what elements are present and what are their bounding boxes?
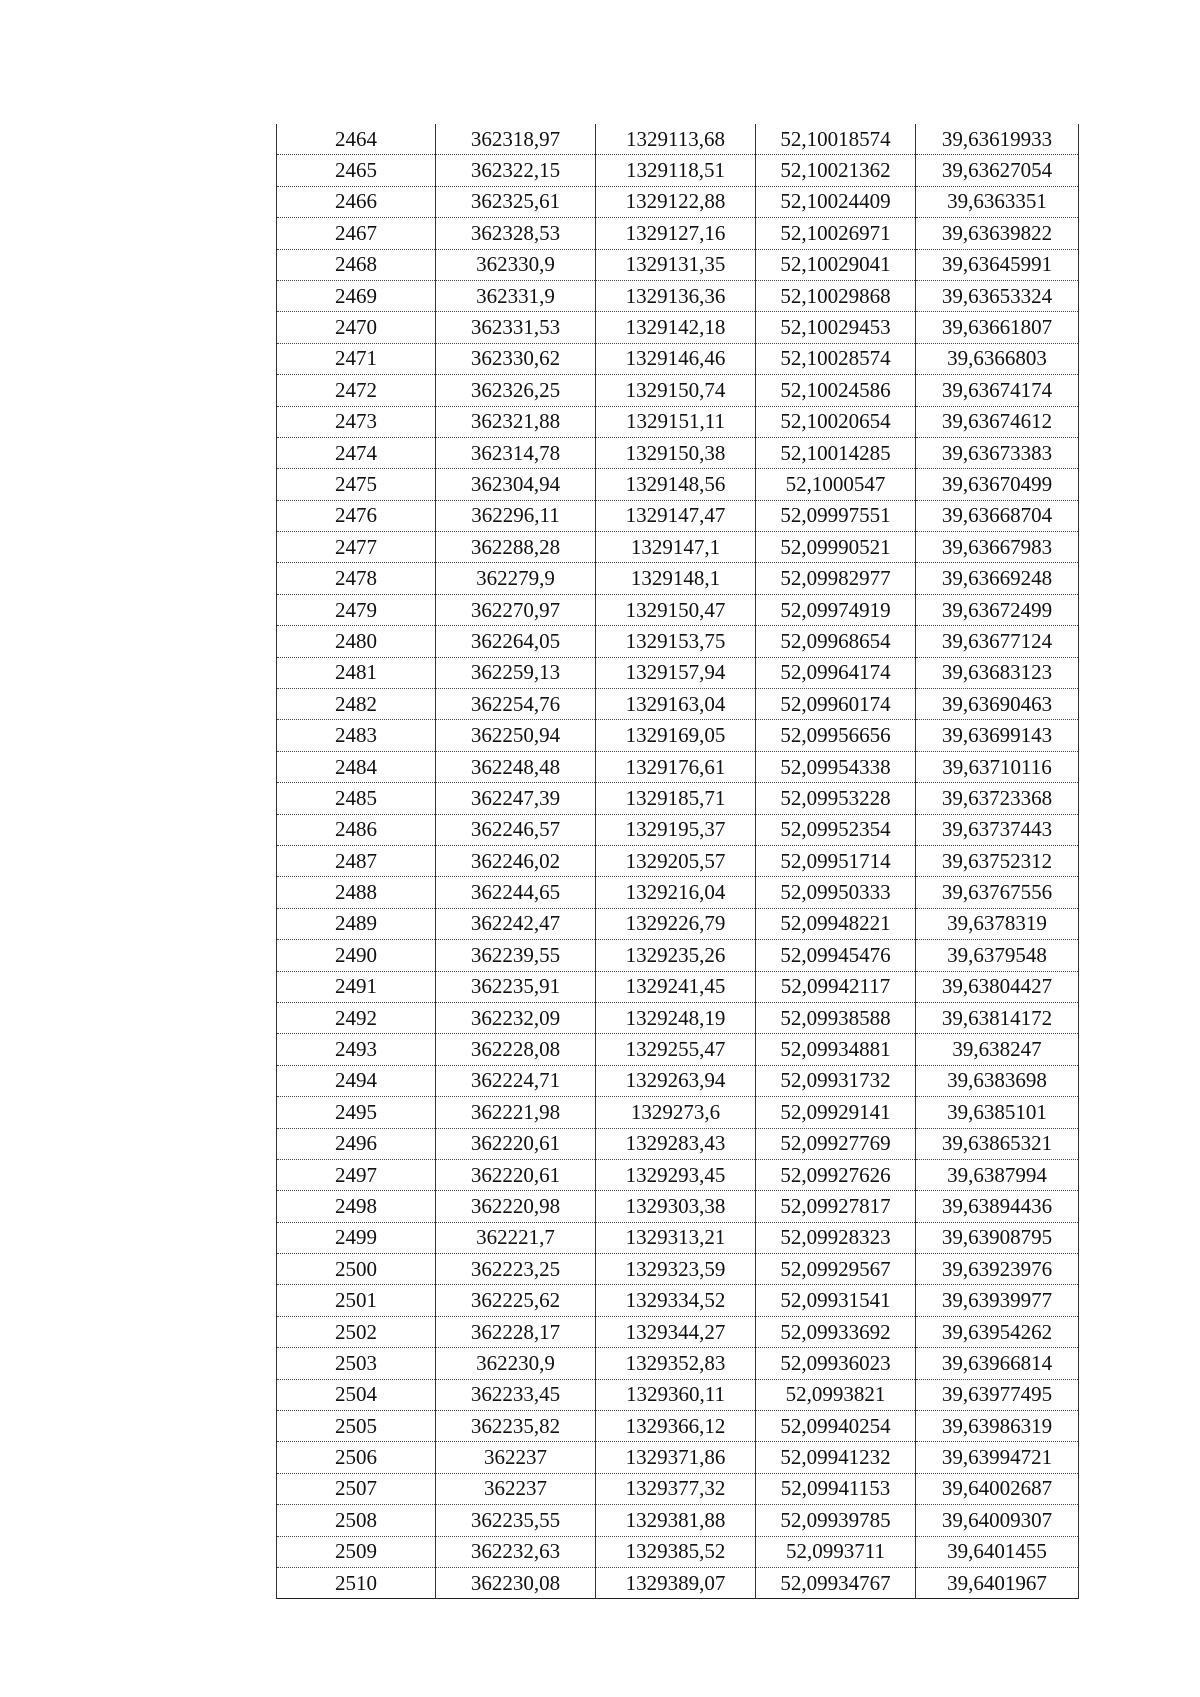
latitude-cell: 52,0993821 [756,1379,916,1410]
table-row [277,1567,1079,1598]
point-number-cell: 2500 [277,1254,436,1285]
y-coordinate-cell: 1329352,83 [596,1348,756,1379]
longitude-cell: 39,63752312 [916,845,1079,876]
y-coordinate-cell: 1329303,38 [596,1191,756,1222]
table-row [277,877,1079,908]
point-number-cell: 2505 [277,1411,436,1442]
y-coordinate-cell: 1329248,19 [596,1002,756,1033]
y-coordinate-cell: 1329366,12 [596,1411,756,1442]
x-coordinate-cell: 362246,02 [436,845,596,876]
longitude-cell: 39,63865321 [916,1128,1079,1159]
longitude-cell: 39,63804427 [916,971,1079,1002]
table-row [277,814,1079,845]
table-row [277,155,1079,186]
x-coordinate-cell: 362270,97 [436,594,596,625]
y-coordinate-cell: 1329150,38 [596,437,756,468]
point-number-cell: 2473 [277,406,436,437]
point-number-cell: 2486 [277,814,436,845]
longitude-cell: 39,64009307 [916,1505,1079,1536]
point-number-cell: 2501 [277,1285,436,1316]
x-coordinate-cell: 362223,25 [436,1254,596,1285]
y-coordinate-cell: 1329360,11 [596,1379,756,1410]
x-coordinate-cell: 362232,09 [436,1002,596,1033]
point-number-cell: 2508 [277,1505,436,1536]
x-coordinate-cell: 362328,53 [436,218,596,249]
x-coordinate-cell: 362233,45 [436,1379,596,1410]
latitude-cell: 52,09954338 [756,751,916,782]
point-number-cell: 2479 [277,594,436,625]
point-number-cell: 2472 [277,375,436,406]
longitude-cell: 39,63669248 [916,563,1079,594]
y-coordinate-cell: 1329147,47 [596,500,756,531]
point-number-cell: 2466 [277,186,436,217]
longitude-cell: 39,6383698 [916,1065,1079,1096]
table-row [277,594,1079,625]
x-coordinate-cell: 362318,97 [436,124,596,155]
longitude-cell: 39,63672499 [916,594,1079,625]
point-number-cell: 2478 [277,563,436,594]
x-coordinate-cell: 362279,9 [436,563,596,594]
y-coordinate-cell: 1329142,18 [596,312,756,343]
longitude-cell: 39,63673383 [916,437,1079,468]
longitude-cell: 39,63954262 [916,1316,1079,1347]
point-number-cell: 2484 [277,751,436,782]
table-row [277,1505,1079,1536]
latitude-cell: 52,09964174 [756,657,916,688]
longitude-cell: 39,64002687 [916,1473,1079,1504]
latitude-cell: 52,09933692 [756,1316,916,1347]
table-row [277,1348,1079,1379]
x-coordinate-cell: 362237 [436,1473,596,1504]
latitude-cell: 52,09990521 [756,532,916,563]
point-number-cell: 2476 [277,500,436,531]
y-coordinate-cell: 1329241,45 [596,971,756,1002]
x-coordinate-cell: 362326,25 [436,375,596,406]
x-coordinate-cell: 362248,48 [436,751,596,782]
longitude-cell: 39,63645991 [916,249,1079,280]
table-row [277,1379,1079,1410]
table-row [277,375,1079,406]
latitude-cell: 52,10024586 [756,375,916,406]
table-row [277,1473,1079,1504]
latitude-cell: 52,09982977 [756,563,916,594]
x-coordinate-cell: 362232,63 [436,1536,596,1567]
point-number-cell: 2485 [277,783,436,814]
table-row [277,1536,1079,1567]
y-coordinate-cell: 1329176,61 [596,751,756,782]
latitude-cell: 52,09945476 [756,940,916,971]
longitude-cell: 39,63814172 [916,1002,1079,1033]
latitude-cell: 52,09927769 [756,1128,916,1159]
longitude-cell: 39,6378319 [916,908,1079,939]
longitude-cell: 39,63670499 [916,469,1079,500]
longitude-cell: 39,63994721 [916,1442,1079,1473]
y-coordinate-cell: 1329344,27 [596,1316,756,1347]
y-coordinate-cell: 1329334,52 [596,1285,756,1316]
point-number-cell: 2475 [277,469,436,500]
longitude-cell: 39,63894436 [916,1191,1079,1222]
longitude-cell: 39,63908795 [916,1222,1079,1253]
point-number-cell: 2490 [277,940,436,971]
point-number-cell: 2503 [277,1348,436,1379]
longitude-cell: 39,63683123 [916,657,1079,688]
table-row [277,1065,1079,1096]
table-row [277,1222,1079,1253]
table-row [277,312,1079,343]
table-row [277,1002,1079,1033]
point-number-cell: 2509 [277,1536,436,1567]
y-coordinate-cell: 1329323,59 [596,1254,756,1285]
latitude-cell: 52,09941232 [756,1442,916,1473]
x-coordinate-cell: 362225,62 [436,1285,596,1316]
table-row [277,720,1079,751]
point-number-cell: 2496 [277,1128,436,1159]
y-coordinate-cell: 1329381,88 [596,1505,756,1536]
x-coordinate-cell: 362230,9 [436,1348,596,1379]
x-coordinate-cell: 362224,71 [436,1065,596,1096]
longitude-cell: 39,6385101 [916,1097,1079,1128]
x-coordinate-cell: 362314,78 [436,437,596,468]
latitude-cell: 52,10014285 [756,437,916,468]
x-coordinate-cell: 362264,05 [436,626,596,657]
y-coordinate-cell: 1329235,26 [596,940,756,971]
table-row [277,218,1079,249]
point-number-cell: 2471 [277,343,436,374]
latitude-cell: 52,09942117 [756,971,916,1002]
table-row [277,1034,1079,1065]
longitude-cell: 39,63923976 [916,1254,1079,1285]
y-coordinate-cell: 1329216,04 [596,877,756,908]
x-coordinate-cell: 362296,11 [436,500,596,531]
y-coordinate-cell: 1329205,57 [596,845,756,876]
table-row [277,908,1079,939]
table-row [277,500,1079,531]
table-row [277,689,1079,720]
longitude-cell: 39,6379548 [916,940,1079,971]
latitude-cell: 52,09952354 [756,814,916,845]
latitude-cell: 52,09927626 [756,1159,916,1190]
table-row [277,1128,1079,1159]
x-coordinate-cell: 362235,91 [436,971,596,1002]
point-number-cell: 2465 [277,155,436,186]
table-row [277,249,1079,280]
x-coordinate-cell: 362237 [436,1442,596,1473]
latitude-cell: 52,10021362 [756,155,916,186]
y-coordinate-cell: 1329255,47 [596,1034,756,1065]
x-coordinate-cell: 362259,13 [436,657,596,688]
longitude-cell: 39,6366803 [916,343,1079,374]
x-coordinate-cell: 362246,57 [436,814,596,845]
y-coordinate-cell: 1329163,04 [596,689,756,720]
point-number-cell: 2474 [277,437,436,468]
point-number-cell: 2480 [277,626,436,657]
y-coordinate-cell: 1329136,36 [596,280,756,311]
latitude-cell: 52,10029041 [756,249,916,280]
latitude-cell: 52,10026971 [756,218,916,249]
latitude-cell: 52,10020654 [756,406,916,437]
latitude-cell: 52,09960174 [756,689,916,720]
y-coordinate-cell: 1329263,94 [596,1065,756,1096]
x-coordinate-cell: 362331,9 [436,280,596,311]
longitude-cell: 39,63667983 [916,532,1079,563]
latitude-cell: 52,09951714 [756,845,916,876]
table-row [277,1411,1079,1442]
y-coordinate-cell: 1329169,05 [596,720,756,751]
y-coordinate-cell: 1329226,79 [596,908,756,939]
longitude-cell: 39,6387994 [916,1159,1079,1190]
y-coordinate-cell: 1329131,35 [596,249,756,280]
point-number-cell: 2464 [277,124,436,155]
table-row [277,343,1079,374]
point-number-cell: 2507 [277,1473,436,1504]
x-coordinate-cell: 362322,15 [436,155,596,186]
y-coordinate-cell: 1329148,1 [596,563,756,594]
y-coordinate-cell: 1329185,71 [596,783,756,814]
point-number-cell: 2482 [277,689,436,720]
table-row [277,626,1079,657]
y-coordinate-cell: 1329385,52 [596,1536,756,1567]
y-coordinate-cell: 1329283,43 [596,1128,756,1159]
longitude-cell: 39,63966814 [916,1348,1079,1379]
y-coordinate-cell: 1329148,56 [596,469,756,500]
y-coordinate-cell: 1329371,86 [596,1442,756,1473]
longitude-cell: 39,63619933 [916,124,1079,155]
table-row [277,406,1079,437]
longitude-cell: 39,63639822 [916,218,1079,249]
point-number-cell: 2477 [277,532,436,563]
x-coordinate-cell: 362228,17 [436,1316,596,1347]
latitude-cell: 52,09938588 [756,1002,916,1033]
y-coordinate-cell: 1329157,94 [596,657,756,688]
latitude-cell: 52,09931732 [756,1065,916,1096]
table-row [277,783,1079,814]
point-number-cell: 2468 [277,249,436,280]
latitude-cell: 52,09931541 [756,1285,916,1316]
point-number-cell: 2498 [277,1191,436,1222]
table-row [277,1097,1079,1128]
longitude-cell: 39,6401967 [916,1567,1079,1598]
latitude-cell: 52,09940254 [756,1411,916,1442]
point-number-cell: 2470 [277,312,436,343]
x-coordinate-cell: 362331,53 [436,312,596,343]
longitude-cell: 39,63986319 [916,1411,1079,1442]
longitude-cell: 39,638247 [916,1034,1079,1065]
latitude-cell: 52,09934881 [756,1034,916,1065]
y-coordinate-cell: 1329313,21 [596,1222,756,1253]
table-row [277,845,1079,876]
coordinates-table [276,124,1079,1599]
table-row [277,1285,1079,1316]
point-number-cell: 2481 [277,657,436,688]
latitude-cell: 52,09934767 [756,1567,916,1598]
table-row [277,563,1079,594]
x-coordinate-cell: 362239,55 [436,940,596,971]
y-coordinate-cell: 1329389,07 [596,1567,756,1598]
longitude-cell: 39,63939977 [916,1285,1079,1316]
y-coordinate-cell: 1329113,68 [596,124,756,155]
latitude-cell: 52,10029868 [756,280,916,311]
point-number-cell: 2487 [277,845,436,876]
latitude-cell: 52,10024409 [756,186,916,217]
longitude-cell: 39,63668704 [916,500,1079,531]
point-number-cell: 2483 [277,720,436,751]
y-coordinate-cell: 1329127,16 [596,218,756,249]
table-row [277,1254,1079,1285]
table-row [277,437,1079,468]
x-coordinate-cell: 362244,65 [436,877,596,908]
point-number-cell: 2504 [277,1379,436,1410]
longitude-cell: 39,63674174 [916,375,1079,406]
longitude-cell: 39,63723368 [916,783,1079,814]
table-row [277,469,1079,500]
y-coordinate-cell: 1329377,32 [596,1473,756,1504]
longitude-cell: 39,6401455 [916,1536,1079,1567]
x-coordinate-cell: 362235,82 [436,1411,596,1442]
table-row [277,280,1079,311]
x-coordinate-cell: 362325,61 [436,186,596,217]
table-row [277,1159,1079,1190]
x-coordinate-cell: 362221,98 [436,1097,596,1128]
latitude-cell: 52,09948221 [756,908,916,939]
point-number-cell: 2502 [277,1316,436,1347]
longitude-cell: 39,63737443 [916,814,1079,845]
y-coordinate-cell: 1329151,11 [596,406,756,437]
y-coordinate-cell: 1329195,37 [596,814,756,845]
y-coordinate-cell: 1329147,1 [596,532,756,563]
longitude-cell: 39,63674612 [916,406,1079,437]
longitude-cell: 39,63690463 [916,689,1079,720]
longitude-cell: 39,63710116 [916,751,1079,782]
y-coordinate-cell: 1329273,6 [596,1097,756,1128]
y-coordinate-cell: 1329146,46 [596,343,756,374]
y-coordinate-cell: 1329293,45 [596,1159,756,1190]
y-coordinate-cell: 1329153,75 [596,626,756,657]
point-number-cell: 2497 [277,1159,436,1190]
latitude-cell: 52,0993711 [756,1536,916,1567]
table-row [277,1316,1079,1347]
table-row [277,971,1079,1002]
table-row [277,532,1079,563]
y-coordinate-cell: 1329150,47 [596,594,756,625]
table-row [277,751,1079,782]
x-coordinate-cell: 362304,94 [436,469,596,500]
x-coordinate-cell: 362220,61 [436,1128,596,1159]
x-coordinate-cell: 362220,98 [436,1191,596,1222]
latitude-cell: 52,09927817 [756,1191,916,1222]
table-row [277,124,1079,155]
latitude-cell: 52,09997551 [756,500,916,531]
latitude-cell: 52,09953228 [756,783,916,814]
table-row [277,1191,1079,1222]
point-number-cell: 2467 [277,218,436,249]
longitude-cell: 39,63653324 [916,280,1079,311]
coordinates-document [276,124,1078,1599]
x-coordinate-cell: 362250,94 [436,720,596,751]
longitude-cell: 39,6363351 [916,186,1079,217]
x-coordinate-cell: 362242,47 [436,908,596,939]
y-coordinate-cell: 1329118,51 [596,155,756,186]
point-number-cell: 2492 [277,1002,436,1033]
y-coordinate-cell: 1329122,88 [596,186,756,217]
x-coordinate-cell: 362228,08 [436,1034,596,1065]
longitude-cell: 39,63661807 [916,312,1079,343]
longitude-cell: 39,63677124 [916,626,1079,657]
x-coordinate-cell: 362235,55 [436,1505,596,1536]
longitude-cell: 39,63699143 [916,720,1079,751]
point-number-cell: 2493 [277,1034,436,1065]
point-number-cell: 2495 [277,1097,436,1128]
point-number-cell: 2506 [277,1442,436,1473]
point-number-cell: 2510 [277,1567,436,1598]
longitude-cell: 39,63977495 [916,1379,1079,1410]
table-row [277,940,1079,971]
coordinates-table-body [277,124,1079,1599]
latitude-cell: 52,09974919 [756,594,916,625]
latitude-cell: 52,10028574 [756,343,916,374]
latitude-cell: 52,09929141 [756,1097,916,1128]
table-row [277,1442,1079,1473]
x-coordinate-cell: 362330,9 [436,249,596,280]
latitude-cell: 52,10018574 [756,124,916,155]
latitude-cell: 52,1000547 [756,469,916,500]
x-coordinate-cell: 362254,76 [436,689,596,720]
point-number-cell: 2491 [277,971,436,1002]
y-coordinate-cell: 1329150,74 [596,375,756,406]
x-coordinate-cell: 362321,88 [436,406,596,437]
x-coordinate-cell: 362288,28 [436,532,596,563]
longitude-cell: 39,63627054 [916,155,1079,186]
latitude-cell: 52,10029453 [756,312,916,343]
latitude-cell: 52,09968654 [756,626,916,657]
longitude-cell: 39,63767556 [916,877,1079,908]
table-row [277,186,1079,217]
point-number-cell: 2489 [277,908,436,939]
x-coordinate-cell: 362247,39 [436,783,596,814]
point-number-cell: 2488 [277,877,436,908]
latitude-cell: 52,09928323 [756,1222,916,1253]
latitude-cell: 52,09941153 [756,1473,916,1504]
point-number-cell: 2499 [277,1222,436,1253]
x-coordinate-cell: 362220,61 [436,1159,596,1190]
table-row [277,657,1079,688]
latitude-cell: 52,09939785 [756,1505,916,1536]
x-coordinate-cell: 362330,62 [436,343,596,374]
latitude-cell: 52,09936023 [756,1348,916,1379]
latitude-cell: 52,09950333 [756,877,916,908]
point-number-cell: 2494 [277,1065,436,1096]
latitude-cell: 52,09929567 [756,1254,916,1285]
x-coordinate-cell: 362230,08 [436,1567,596,1598]
latitude-cell: 52,09956656 [756,720,916,751]
x-coordinate-cell: 362221,7 [436,1222,596,1253]
point-number-cell: 2469 [277,280,436,311]
